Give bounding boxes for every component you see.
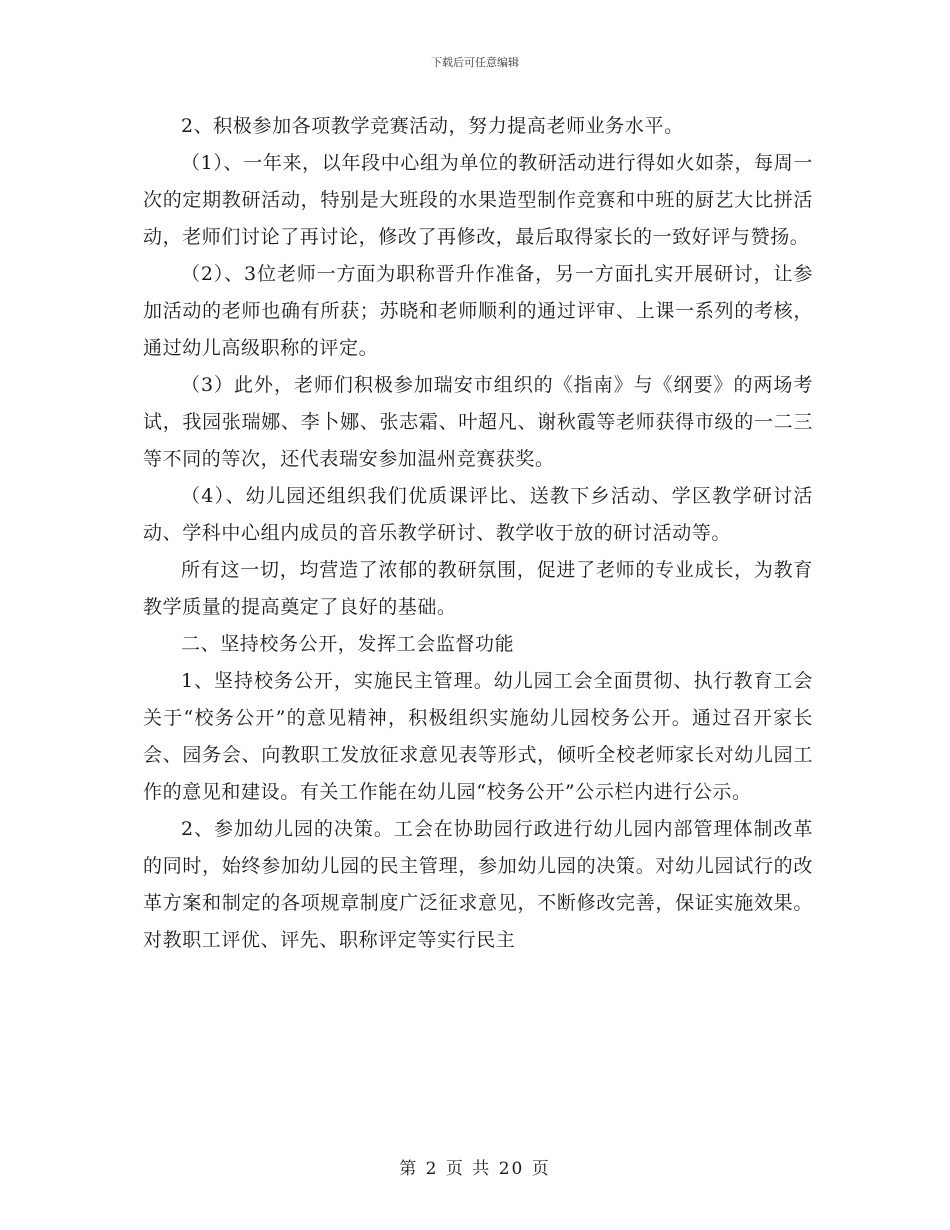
paragraph-item-2: （1）、一年来，以年段中心组为单位的教研活动进行得如火如荼，每周一次的定期教研活动，特别是大班段的水果造型制作竞赛和中班的厨艺大比拼活动，老师们讨论了再讨论，修改了再修改，最后取得家长的一致好评与赞扬。 [143,152,813,248]
paragraph-item-4: （3）此外，老师们积极参加瑞安市组织的《指南》与《纲要》的两场考试，我园张瑞娜、李卜娜、张志霜、叶超凡、谢秋霞等老师获得市级的一二三等不同的等次，还代表瑞安参加温州竞赛获奖。 [143,374,813,470]
document-body [143,108,813,959]
page-header: 下载后可任意编辑 [431,56,519,69]
paragraph-item-3: （2）、3位老师一方面为职称晋升作准备，另一方面扎实开展研讨，让参加活动的老师也确有所获；苏晓和老师顺利的通过评审、上课一系列的考核，通过幼儿高级职称的评定。 [143,263,813,359]
paragraph-summary: 所有这一切，均营造了浓郁的教研氛围，促进了老师的专业成长，为教育教学质量的提高奠定了良好的基础。 [143,559,813,618]
paragraph-item-1: 2、积极参加各项教学竞赛活动，努力提高老师业务水平。 [181,115,684,137]
paragraph-item-5: （4）、幼儿园还组织我们优质课评比、送教下乡活动、学区教学研讨活动、学科中心组内成员的音乐教学研讨、教学收于放的研讨活动等。 [143,485,813,544]
paragraph-item-section2-2: 2、参加幼儿园的决策。工会在协助园行政进行幼儿园内部管理体制改革的同时，始终参加幼儿园的民主管理，参加幼儿园的决策。对幼儿园试行的改革方案和制定的各项规章制度广泛征求意见，不断修改完善，保证实施效果。对教职工评优、评先、职称评定等实行民主 [143,818,813,951]
section-heading-2: 二、坚持校务公开，发挥工会监督功能 [181,633,515,655]
paragraph-item-section2-1: 1、坚持校务公开，实施民主管理。幼儿园工会全面贯彻、执行教育工会关于“校务公开”的意见精神，积极组织实施幼儿园校务公开。通过召开家长会、园务会、向教职工发放征求意见表等形式，倾听全校老师家长对幼儿园工作的意见和建设。有关工作能在幼儿园“校务公开”公示栏内进行公示。 [143,670,813,803]
page-number-footer: 第 2 页 共 20 页 [399,1159,551,1179]
